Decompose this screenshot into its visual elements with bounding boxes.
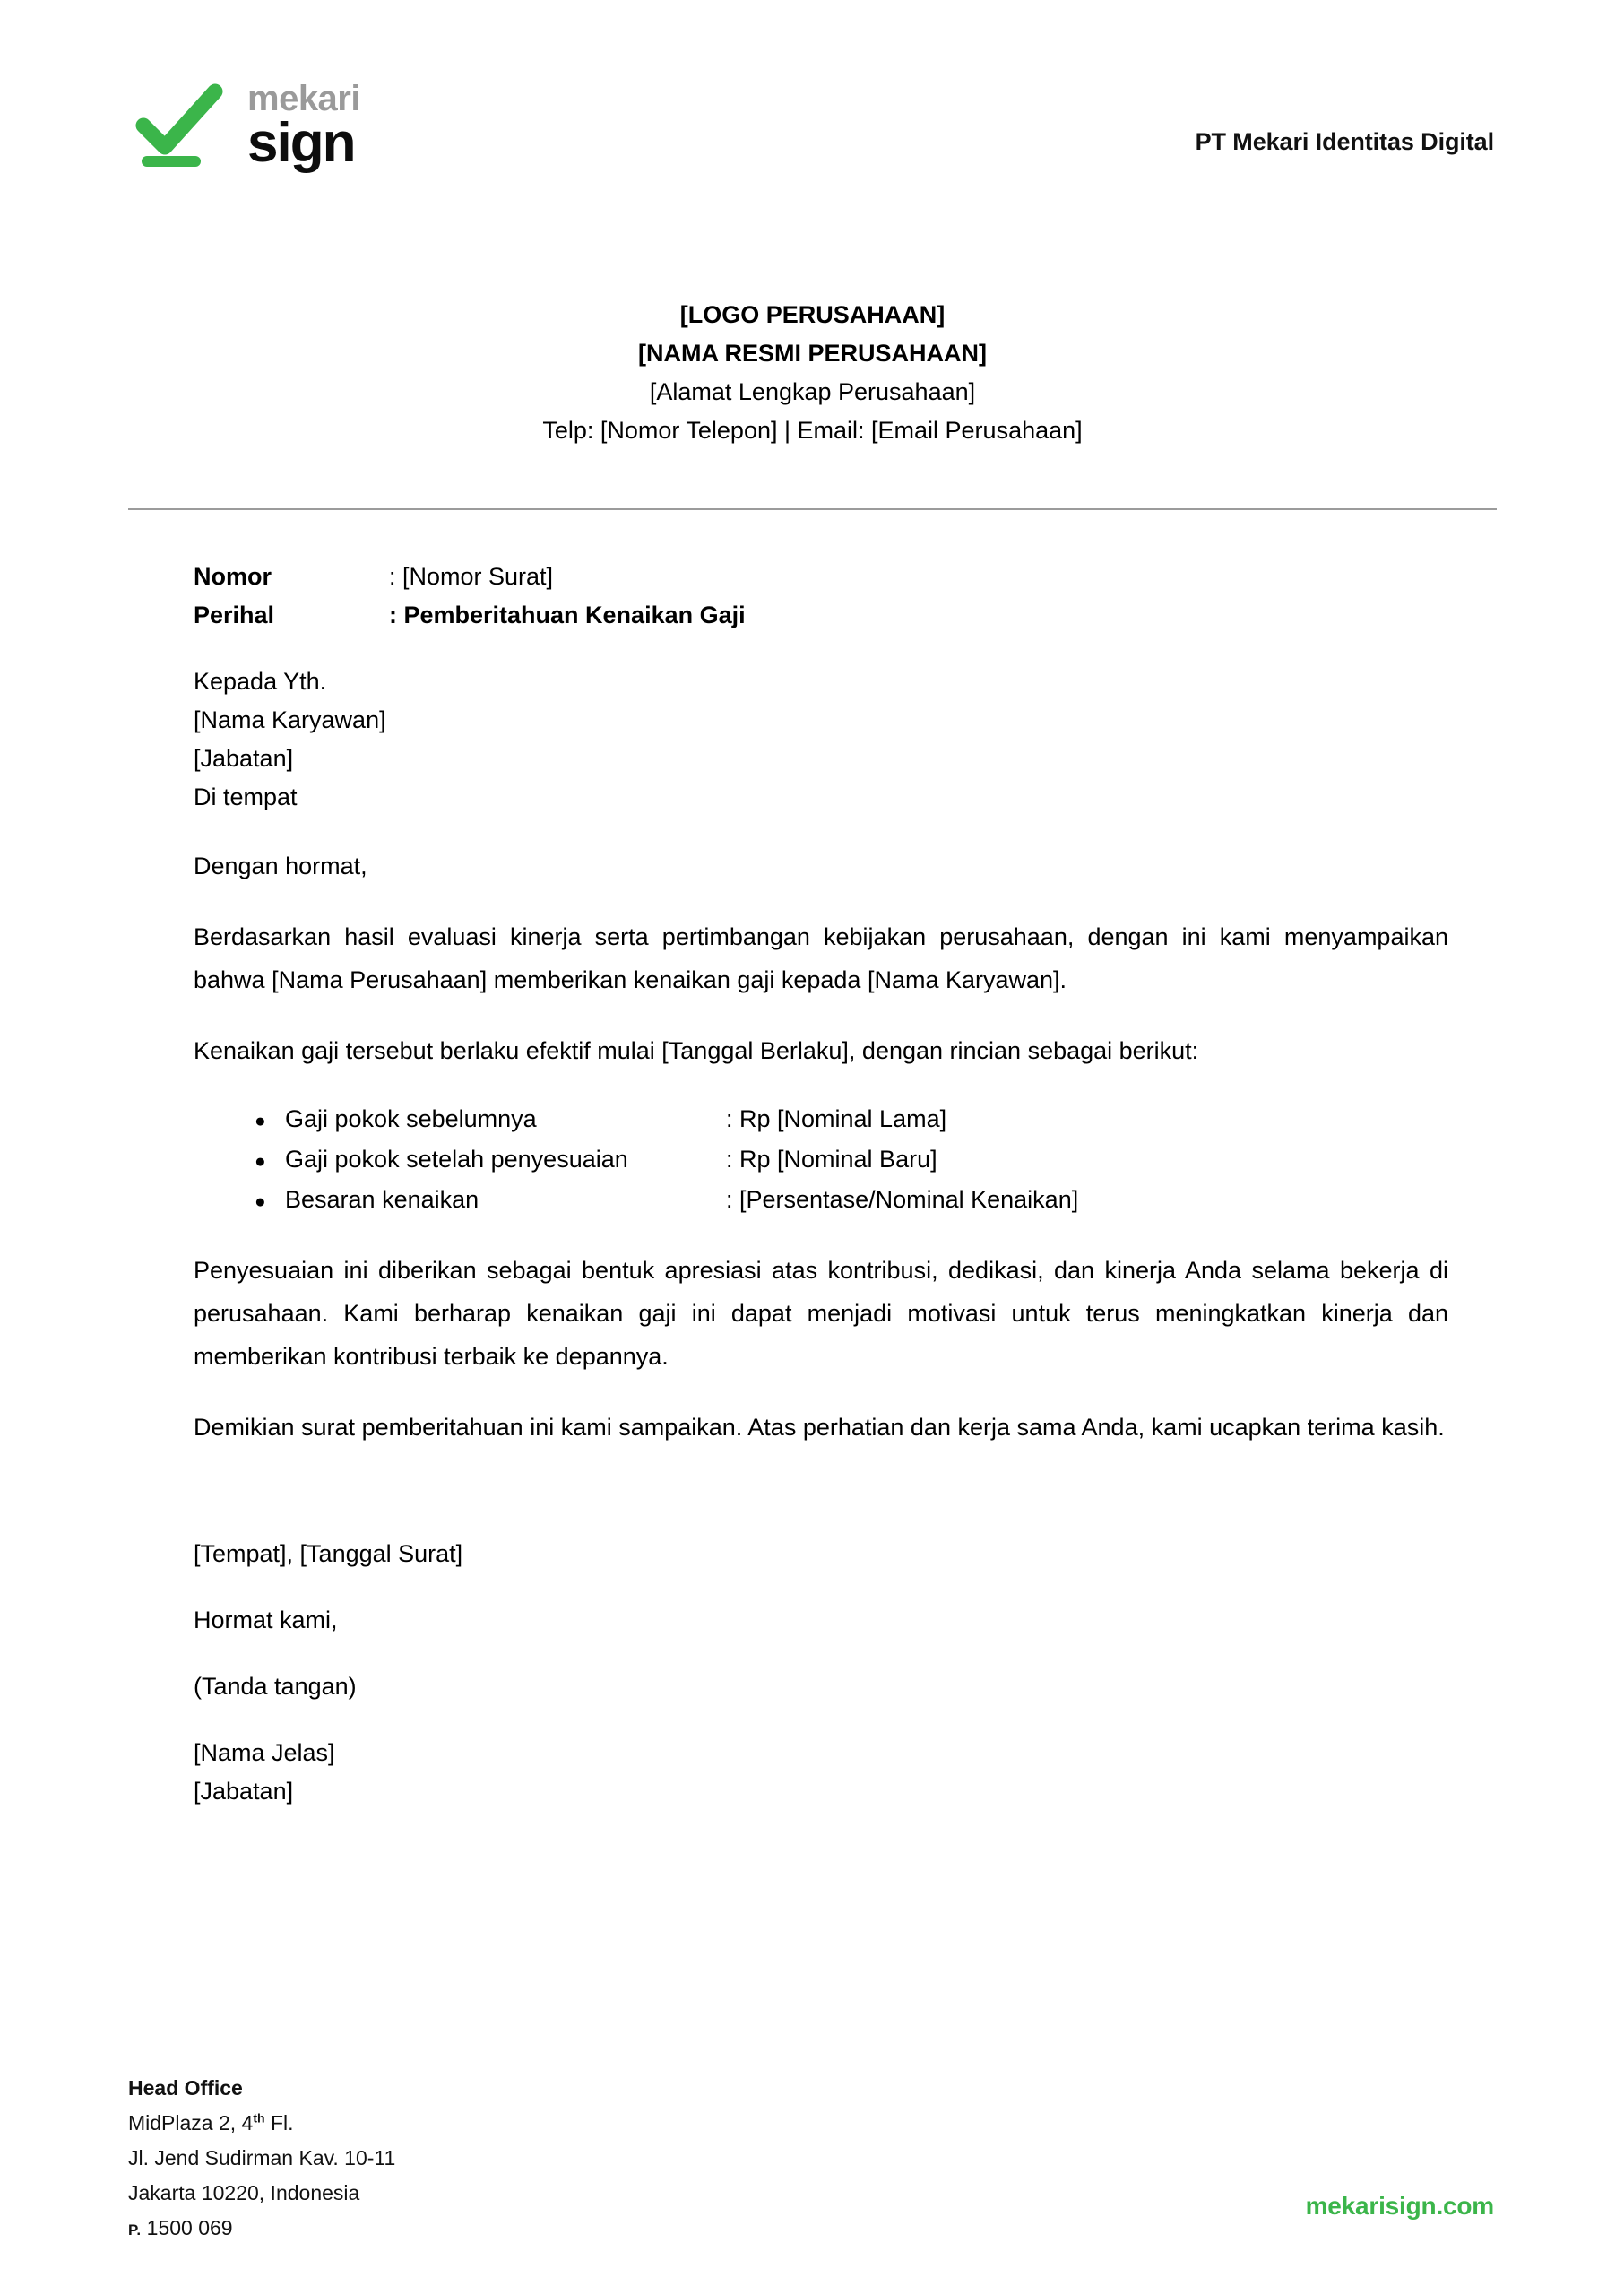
brand-header xyxy=(0,0,1624,224)
salary-item-label: Gaji pokok sebelumnya xyxy=(285,1105,537,1132)
nomor-label: Nomor xyxy=(194,563,272,590)
recipient-block xyxy=(194,663,1448,817)
salary-item-value: : [Persentase/Nominal Kenaikan] xyxy=(726,1186,1079,1213)
recipient-position: [Jabatan] xyxy=(194,745,294,772)
letter-paragraph-1: Berdasarkan hasil evaluasi kinerja serta pertimbangan kebijakan perusahaan, dengan ini kami menyampaikan bahwa [Nama Perusahaan] memberikan kenaikan gaji kepada [Nama Karyawan]. xyxy=(194,923,1448,993)
spacer xyxy=(194,1706,1448,1734)
address-line-2: Jl. Jend Sudirman Kav. 10-11 xyxy=(128,2146,396,2169)
website-link[interactable]: mekarisign.com xyxy=(1305,2192,1494,2220)
perihal-label: Perihal xyxy=(194,602,275,628)
salary-item-label: Gaji pokok setelah penyesuaian xyxy=(285,1146,628,1173)
letter-meta-table xyxy=(194,558,746,635)
perihal-value: : Pemberitahuan Kenaikan Gaji xyxy=(389,602,746,628)
salary-item-value: : Rp [Nominal Lama] xyxy=(726,1105,947,1132)
letter-body xyxy=(194,558,1448,1811)
page-footer xyxy=(0,2053,1624,2295)
signature-name: [Nama Jelas] xyxy=(194,1739,335,1766)
logo-word-sign: sign xyxy=(247,111,355,174)
address-line-1 xyxy=(128,2106,395,2141)
salary-details-list xyxy=(194,1100,1448,1221)
recipient-salutation: Kepada Yth. xyxy=(194,668,327,695)
address-line-1-post: Fl. xyxy=(264,2111,294,2135)
salary-item-value: : Rp [Nominal Baru] xyxy=(726,1146,937,1173)
signature-place-date: [Tempat], [Tanggal Surat] xyxy=(194,1540,463,1567)
letter-paragraph-4: Demikian surat pemberitahuan ini kami sampaikan. Atas perhatian dan kerja sama Anda, kami ucapkan terima kasih. xyxy=(194,1414,1445,1441)
phone-label: P. xyxy=(128,2221,142,2239)
spacer xyxy=(194,1640,1448,1667)
spacer xyxy=(194,1072,1448,1100)
green-check-underline-icon xyxy=(134,79,228,172)
letterhead-address: [Alamat Lengkap Perusahaan] xyxy=(649,378,976,405)
list-item xyxy=(255,1140,1448,1181)
list-item xyxy=(255,1100,1448,1140)
address-line-1-pre: MidPlaza 2, 4 xyxy=(128,2111,254,2135)
company-letterhead xyxy=(128,296,1497,450)
head-office-label: Head Office xyxy=(128,2076,243,2100)
mekari-sign-logo xyxy=(134,79,360,172)
salary-item-label: Besaran kenaikan xyxy=(285,1186,479,1213)
signature-mark-placeholder: (Tanda tangan) xyxy=(194,1673,357,1700)
spacer xyxy=(194,888,1448,915)
spacer xyxy=(194,635,1448,663)
bullet-icon: ● xyxy=(255,1151,266,1172)
letter-salutation: Dengan hormat, xyxy=(194,853,367,879)
head-office-address xyxy=(128,2071,395,2247)
recipient-name: [Nama Karyawan] xyxy=(194,706,386,733)
phone-line xyxy=(128,2211,395,2247)
bullet-icon: ● xyxy=(255,1111,266,1131)
list-item xyxy=(255,1181,1448,1221)
recipient-place: Di tempat xyxy=(194,784,298,810)
signature-closing: Hormat kami, xyxy=(194,1606,338,1633)
address-line-1-ordinal: th xyxy=(253,2110,265,2126)
table-row xyxy=(194,558,746,596)
logo-wordmark xyxy=(247,78,360,174)
letter-paragraph-3: Penyesuaian ini diberikan sebagai bentuk apresiasi atas kontribusi, dedikasi, dan kinerja Anda selama bekerja di perusahaan. Kami berharap kenaikan gaji ini dapat menjadi motivasi untuk terus meningkatkan kinerja dan memberikan kontribusi terbaik ke depannya. xyxy=(194,1257,1448,1370)
letter-paragraph-2: Kenaikan gaji tersebut berlaku efektif mulai [Tanggal Berlaku], dengan rincian sebagai berikut: xyxy=(194,1037,1199,1064)
spacer xyxy=(194,1378,1448,1406)
spacer xyxy=(194,1449,1448,1535)
spacer xyxy=(194,1221,1448,1249)
spacer xyxy=(194,1001,1448,1029)
letterhead-company-name: [NAMA RESMI PERUSAHAAN] xyxy=(638,340,987,367)
nomor-value: : [Nomor Surat] xyxy=(389,563,554,590)
logo-word-mekari: mekari xyxy=(247,78,360,118)
spacer xyxy=(194,817,1448,844)
header-divider xyxy=(128,508,1497,510)
signature-position: [Jabatan] xyxy=(194,1778,294,1805)
phone-number: 1500 069 xyxy=(146,2216,233,2239)
spacer xyxy=(194,1573,1448,1601)
legal-entity-name: PT Mekari Identitas Digital xyxy=(1195,128,1494,155)
address-line-3: Jakarta 10220, Indonesia xyxy=(128,2181,360,2204)
letterhead-contact: Telp: [Nomor Telepon] | Email: [Email Perusahaan] xyxy=(542,417,1083,444)
table-row xyxy=(194,596,746,635)
bullet-icon: ● xyxy=(255,1191,266,1212)
letterhead-logo-placeholder: [LOGO PERUSAHAAN] xyxy=(679,301,946,328)
